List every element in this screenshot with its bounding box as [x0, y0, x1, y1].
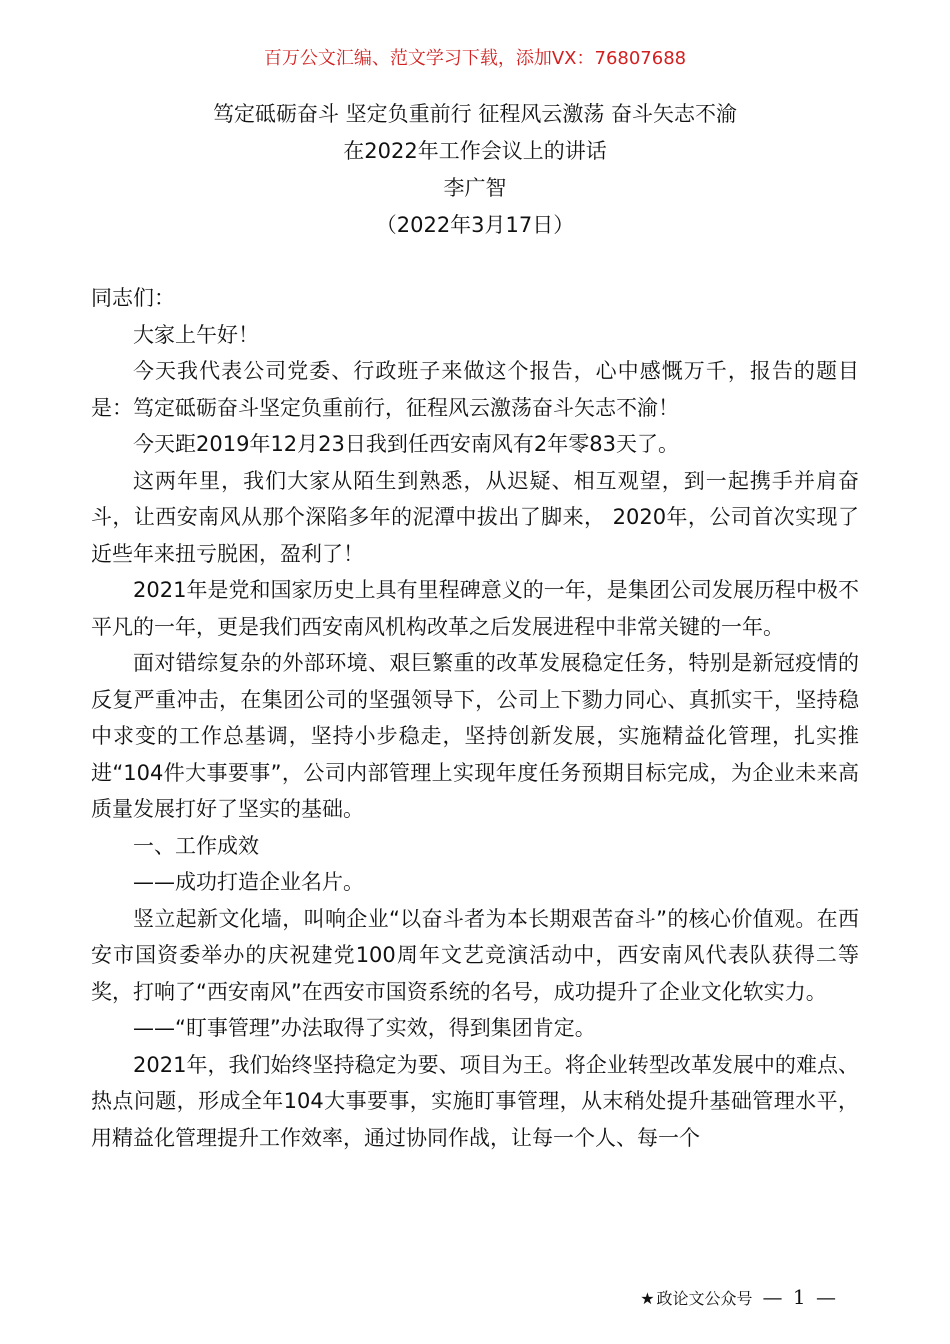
document-header — [0, 96, 950, 244]
author-name: 李广智 — [443, 176, 507, 200]
paragraph: 今天距2019年12月23日我到任西安南风有2年零83天了。 — [133, 432, 679, 456]
sub-heading: ——成功打造企业名片。 — [133, 870, 364, 894]
document-body — [91, 280, 859, 1156]
watermark-banner: 百万公文汇编、范文学习下载，添加VX：76807688 — [263, 48, 687, 69]
paragraph: 竖立起新文化墙，叫响企业“以奋斗者为本长期艰苦奋斗”的核心价值观。在西安市国资委举办的庆祝建党100周年文艺竞演活动中，西安南风代表队获得二等奖，打响了“西安南风”在西安市国资系统的名号，成功提升了企业文化软实力。 — [91, 906, 859, 1004]
page-number: — 1 — — [762, 1285, 838, 1309]
star-icon: ★ — [640, 1289, 655, 1308]
salutation: 同志们： — [91, 286, 175, 310]
paragraph: 今天我代表公司党委、行政班子来做这个报告，心中感慨万千，报告的题目是：笃定砥砺奋斗坚定负重前行，征程风云激荡奋斗矢志不渝！ — [91, 359, 859, 420]
page-footer — [640, 1284, 838, 1312]
paragraph: 2021年，我们始终坚持稳定为要、项目为王。将企业转型改革发展中的难点、热点问题，形成全年104大事要事，实施盯事管理，从末稍处提升基础管理水平，用精益化管理提升工作效率，通过协同作战，让每一个人、每一个 — [91, 1052, 859, 1150]
document-title: 笃定砥砺奋斗 坚定负重前行 征程风云激荡 奋斗矢志不渝 — [212, 102, 738, 126]
document-subtitle: 在2022年工作会议上的讲话 — [343, 139, 607, 163]
sub-heading: ——“盯事管理”办法取得了实效，得到集团肯定。 — [133, 1016, 596, 1040]
section-heading: 一、工作成效 — [133, 833, 259, 858]
footer-source: 政论文公众号 — [656, 1289, 753, 1308]
paragraph: 面对错综复杂的外部环境、艰巨繁重的改革发展稳定任务，特别是新冠疫情的反复严重冲击，在集团公司的坚强领导下，公司上下勠力同心、真抓实干，坚持稳中求变的工作总基调，坚持小步稳走，坚持创新发展，实施精益化管理，扎实推进“104件大事要事”，公司内部管理上实现年度任务预期目标完成，为企业未来高质量发展打好了坚实的基础。 — [91, 651, 859, 821]
paragraph: 大家上午好！ — [133, 322, 259, 347]
paragraph: 这两年里，我们大家从陌生到熟悉，从迟疑、相互观望，到一起携手并肩奋斗，让西安南风从那个深陷多年的泥潭中拔出了脚来， 2020年，公司首次实现了近些年来扭亏脱困，盈利了！ — [91, 468, 859, 566]
paragraph: 2021年是党和国家历史上具有里程碑意义的一年，是集团公司发展历程中极不平凡的一年，更是我们西安南风机构改革之后发展进程中非常关键的一年。 — [91, 578, 859, 639]
speech-date: （2022年3月17日） — [375, 213, 575, 237]
